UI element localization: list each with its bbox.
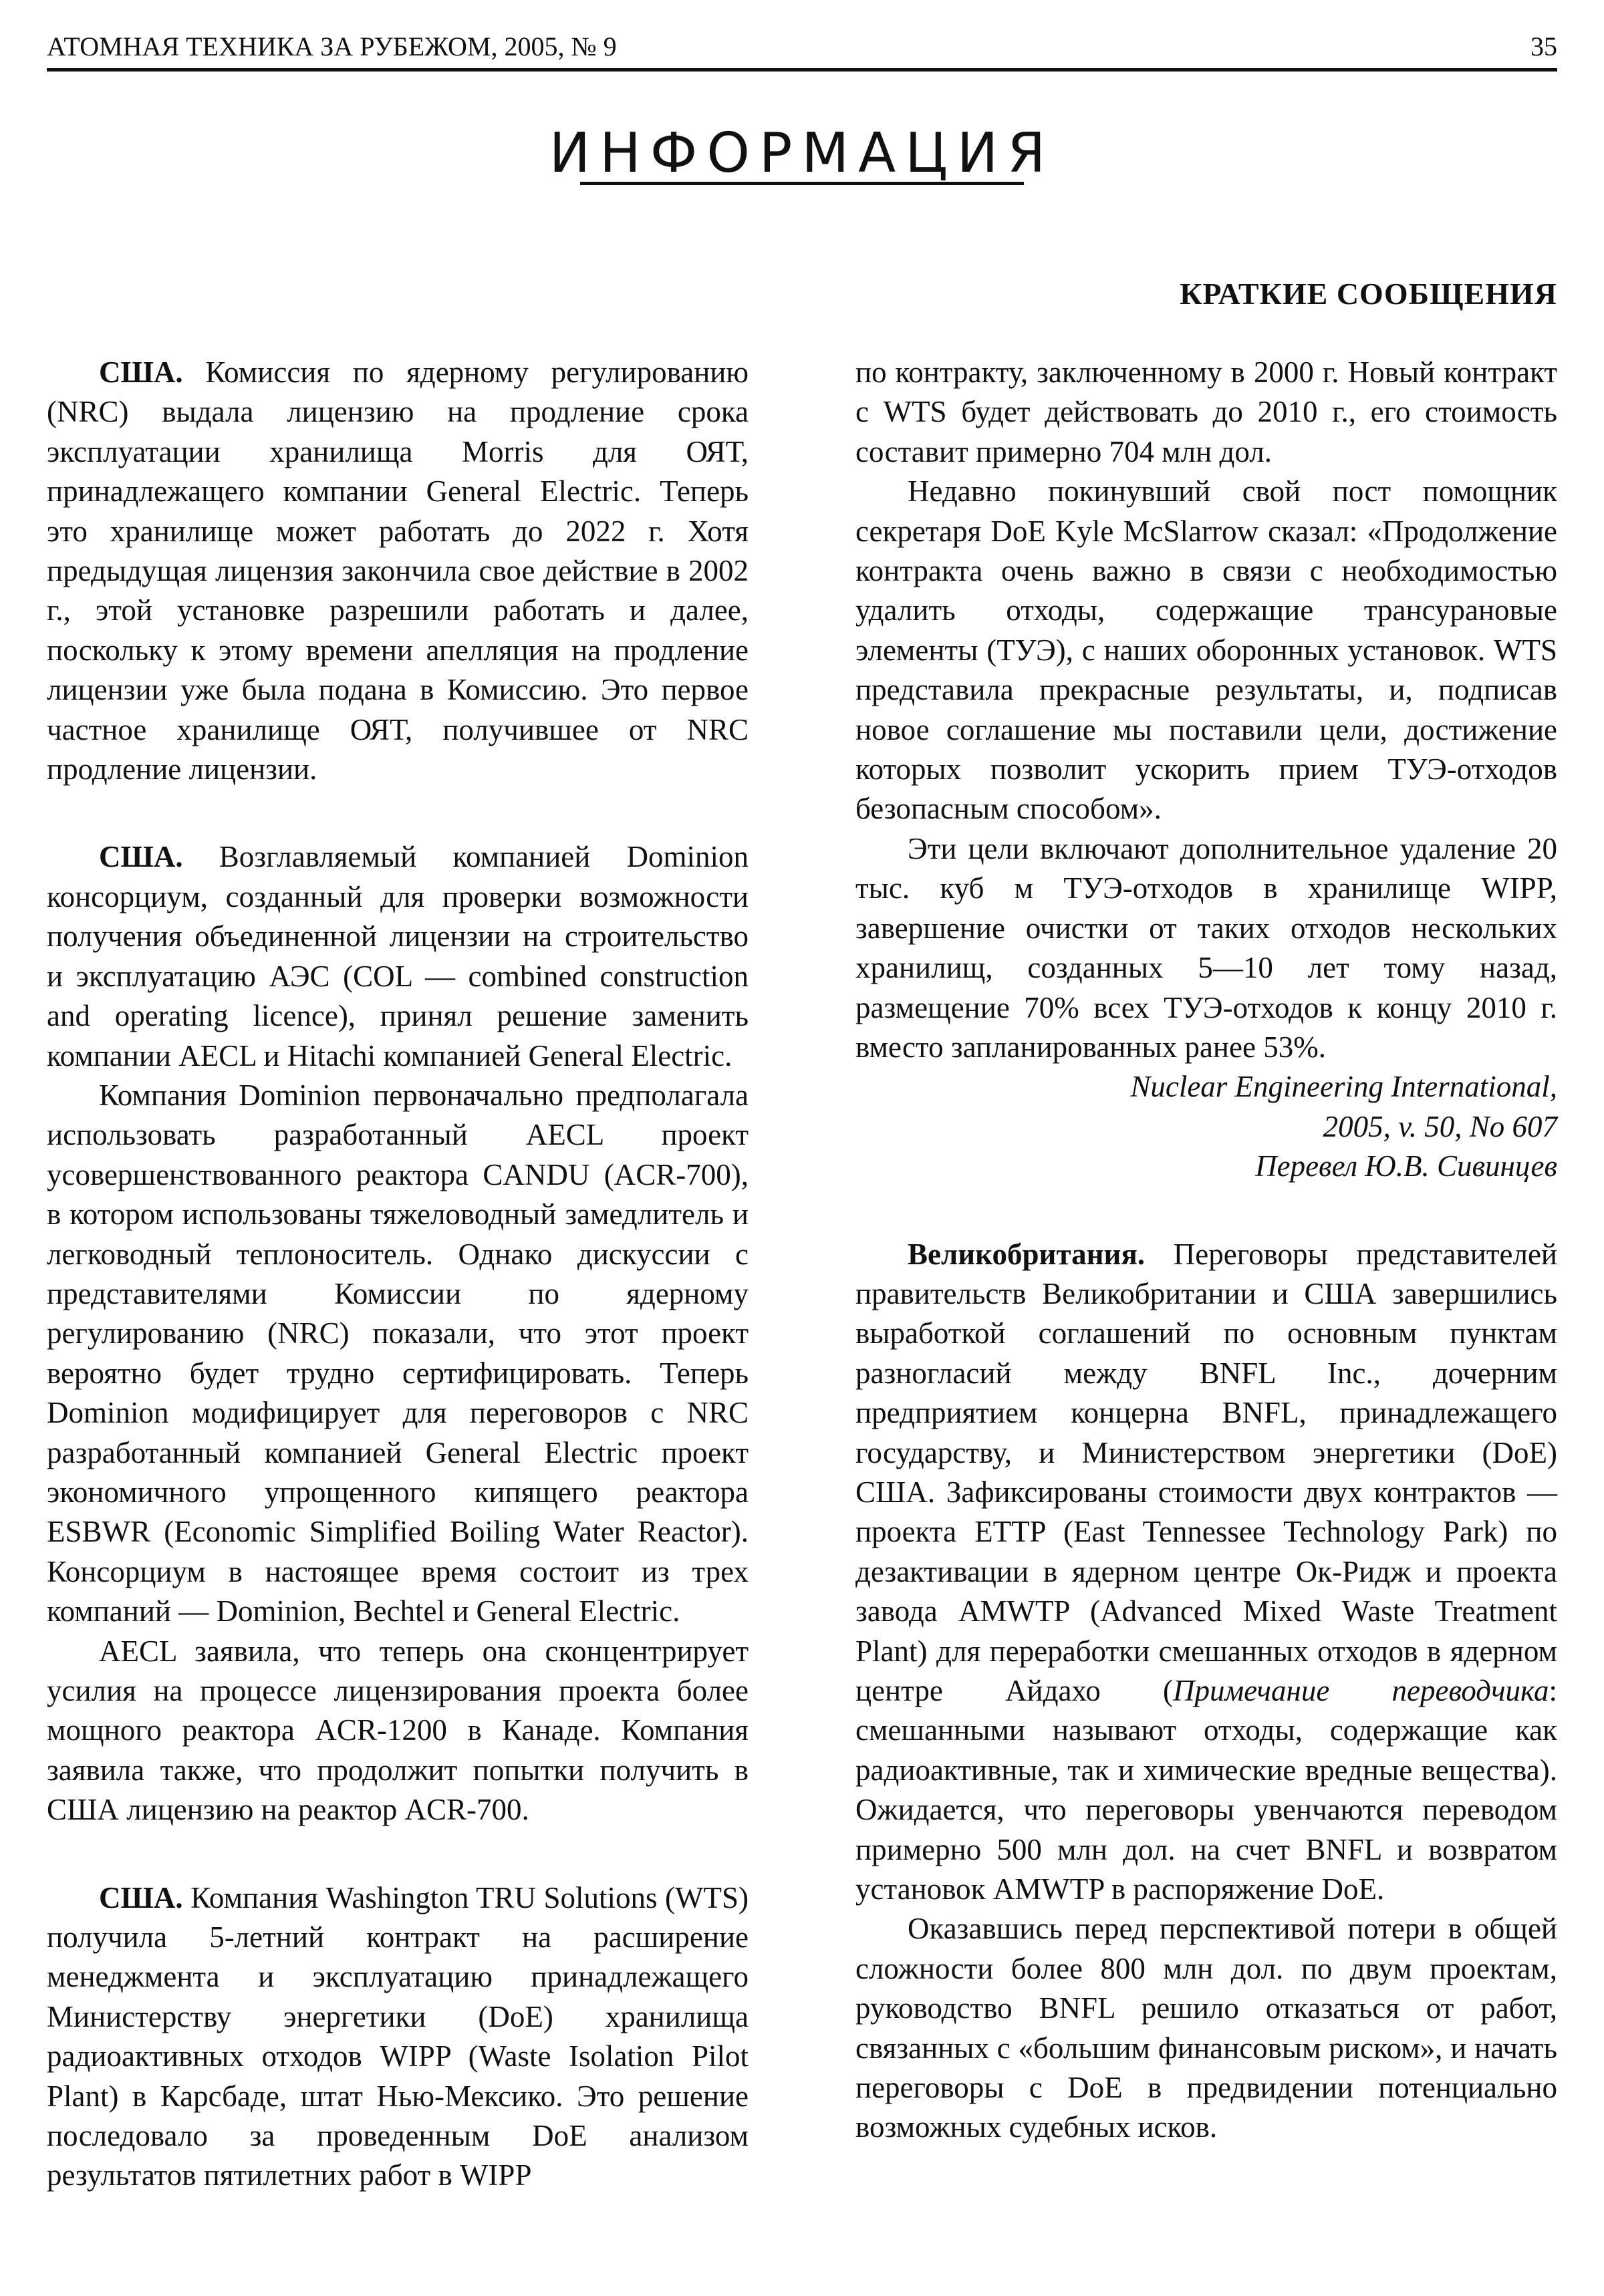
article-3-paragraph-2: Недавно покинувший свой пост помощник секретаря DoE Kyle McSlarrow сказал: «Продолжение контракта очень важно в связи с необходимостью удалить отходы, содержащие трансурановые элементы (ТУЭ), с наших оборонных установок. WTS представила прекрасные результаты, и, подписав новое соглашение мы поставили цели, достижение которых позволит ускорить прием ТУЭ-отходов безопасным способом».: [855, 474, 1557, 826]
left-column: [47, 353, 749, 2196]
section-title-underline: [580, 182, 1024, 185]
article-4-text-part-2: : смешанными называют отходы, содержащие как радиоактивные, так и химические вредные вещества). Ожидается, что переговоры увенчаются переводом примерно 500 млн дол. на счет BNFL и возвратом установок AMWTP в распоряжение DoE.: [855, 1674, 1557, 1906]
article-3-paragraph-1: [47, 1878, 749, 2196]
article-1-lead: США.: [99, 355, 183, 389]
article-separator: [47, 1830, 749, 1878]
article-4-paragraph-1: [855, 1235, 1557, 1910]
page-number: 35: [1530, 31, 1557, 61]
article-1-paragraph-1: [47, 353, 749, 789]
article-2-paragraph-2: Компания Dominion первоначально предполагала использовать разработанный AECL проект усовершенствованного реактора CANDU (ACR-700), в котором использованы тяжеловодный замедлитель и легководный теплоноситель. Однако дискуссии с представителями Комиссии по ядерному регулированию (NRC) показали, что этот проект вероятно будет трудно сертифицировать. Теперь Dominion модифицирует для переговоров с NRC разработанный компанией General Electric проект экономичного упрощенного кипящего реактора ESBWR (Economic Simplified Boiling Water Reactor). Консорциум в настоящее время состоит из трех компаний — Dominion, Bechtel и General Electric.: [47, 1078, 749, 1628]
article-3-paragraph-3: Эти цели включают дополнительное удаление 20 тыс. куб м ТУЭ-отходов в хранилище WIPP, завершение очистки от таких отходов нескольких хранилищ, созданных 5—10 лет тому назад, размещение 70% всех ТУЭ-отходов к концу 2010 г. вместо запланированных ранее 53%.: [855, 831, 1557, 1064]
section-title: ИНФОРМАЦИЯ: [549, 122, 1055, 185]
article-4-lead: Великобритания.: [908, 1237, 1146, 1271]
article-2-lead: США.: [99, 840, 183, 874]
article-separator: [855, 1187, 1557, 1235]
journal-title: АТОМНАЯ ТЕХНИКА ЗА РУБЕЖОМ, 2005, № 9: [47, 31, 617, 61]
article-4-text-part-1: Переговоры представителей правительств Великобритании и США завершились выработкой соглашений по основным пунктам разногласий между BNFL Inc., дочерним предприятием концерна BNFL, принадлежащего государству, и Министерством энергетики (DoE) США. Зафиксированы стоимости двух контрактов — проекта ETTP (East Tennessee Technology Park) по дезактивации в ядерном центре Ок-Ридж и проекта завода AMWTP (Advanced Mixed Waste Treatment Plant) для переработки смешанных отходов в ядерном центре Айдахо (: [855, 1237, 1557, 1707]
right-column: [855, 353, 1557, 2148]
article-4-paragraph-2: Оказавшись перед перспективой потери в общей сложности более 800 млн дол. по двум проектам, руководство BNFL решило отказаться от работ, связанных с «большим финансовым риском», и начать переговоры с DoE в предвидении потенциально возможных судебных исков.: [855, 1912, 1557, 2144]
running-header: [47, 29, 1557, 64]
translator-note-label: Примечание переводчика: [1172, 1674, 1549, 1707]
subsection-title: КРАТКИЕ СООБЩЕНИЯ: [1180, 277, 1557, 311]
article-3-paragraph-1-continued: по контракту, заключенному в 2000 г. Новый контракт с WTS будет действовать до 2010 г., его стоимость составит примерно 704 млн дол.: [855, 355, 1557, 468]
article-2-text: Возглавляемый компанией Dominion консорциум, созданный для проверки возможности получения объединенной лицензии на строительство и эксплуатацию АЭС (COL — combined construction and operating licence), принял решение заменить компании AECL и Hitachi компанией General Electric.: [47, 840, 749, 1072]
header-rule: [47, 68, 1557, 71]
article-separator: [47, 789, 749, 837]
article-1-text: Комиссия по ядерному регулированию (NRC) выдала лицензию на продление срока эксплуатации хранилища Morris для ОЯТ, принадлежащего компании General Electric. Теперь это хранилище может работать до 2022 г. Хотя предыдущая лицензия закончила свое действие в 2002 г., этой установке разрешили работать и далее, поскольку к этому времени апелляция на продление лицензии уже была подана в Комиссию. Это первое частное хранилище ОЯТ, получившее от NRC продление лицензии.: [47, 355, 749, 786]
article-2-paragraph-3: AECL заявила, что теперь она сконцентрирует усилия на процессе лицензирования проекта более мощного реактора ACR-1200 в Канаде. Компания заявила также, что продолжит попытки получить в США лицензию на реактор ACR-700.: [47, 1634, 749, 1827]
article-2-paragraph-1: [47, 837, 749, 1075]
source-citation-line-1: Nuclear Engineering International,: [1130, 1070, 1557, 1104]
article-3-lead: США.: [99, 1880, 183, 1914]
article-3-text: Компания Washington TRU Solutions (WTS) получила 5-летний контракт на расширение менеджмента и эксплуатацию принадлежащего Министерству энергетики (DoE) хранилища радиоактивных отходов WIPP (Waste Isolation Pilot Plant) в Карсбаде, штат Нью-Мексико. Это решение последовало за проведенным DoE анализом результатов пятилетних работ в WIPP: [47, 1880, 749, 2192]
source-citation-line-2: 2005, v. 50, No 607: [1323, 1109, 1557, 1143]
translator-credit: Перевел Ю.В. Сивинцев: [1255, 1149, 1557, 1183]
